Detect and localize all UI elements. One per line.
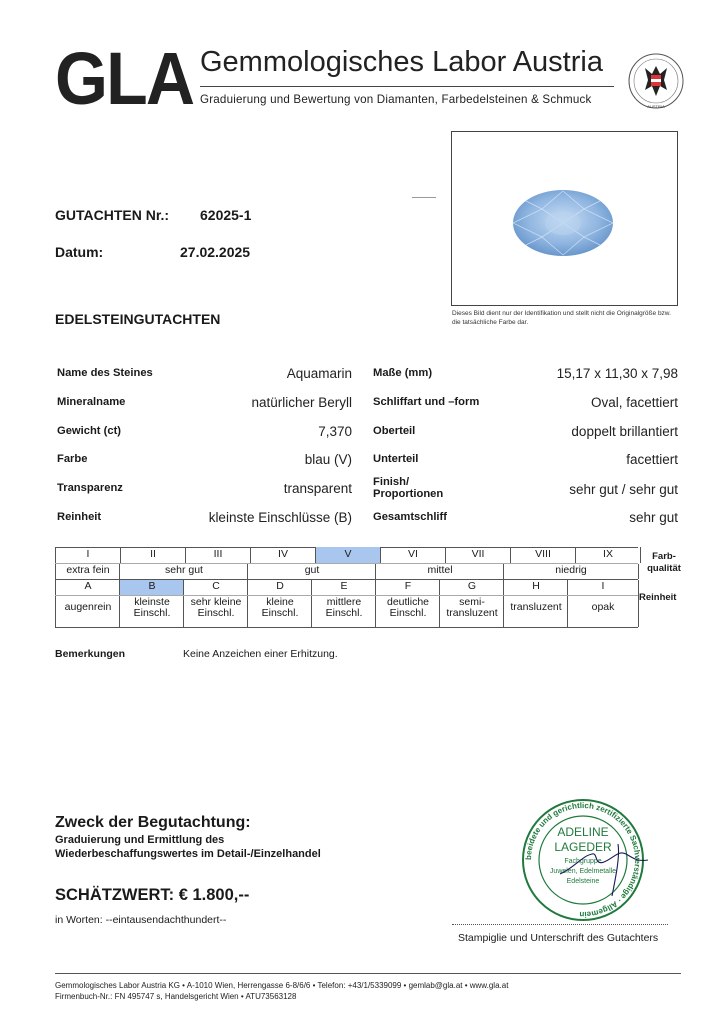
purpose-line: Graduierung und Ermittlung des: [55, 834, 225, 846]
property-row: [57, 366, 352, 395]
clarity-label: Reinheit: [639, 592, 677, 603]
property-row: [373, 476, 678, 510]
color-group-label: gut: [247, 564, 376, 579]
estimate-words: in Worten: --eintausendachthundert--: [55, 914, 227, 926]
report-type-title: EDELSTEINGUTACHTEN: [55, 311, 221, 327]
clarity-grade: E: [340, 580, 348, 592]
property-row: [373, 424, 678, 452]
clarity-grade-scale: [55, 580, 638, 627]
property-label: Maße (mm): [373, 367, 433, 379]
report-date-label: Datum:: [55, 244, 104, 260]
clarity-grade: A: [84, 580, 92, 592]
company-subtitle: Graduierung und Bewertung von Diamanten, Farbedelsteinen & Schmuck: [200, 93, 592, 106]
clarity-column: [247, 580, 312, 627]
austrian-crest-icon: [627, 50, 685, 112]
company-name: Gemmologisches Labor Austria: [200, 46, 603, 78]
property-label: Transparenz: [57, 482, 123, 494]
report-number-label: GUTACHTEN Nr.:: [55, 207, 170, 223]
color-grade-cell: VI: [381, 547, 446, 563]
clarity-grade: G: [467, 580, 477, 592]
clarity-column: [503, 580, 568, 627]
color-group-label: extra fein: [55, 564, 120, 579]
scale-row-divider: [55, 595, 638, 596]
property-label: Oberteil: [373, 425, 416, 437]
property-value: facettiert: [626, 452, 678, 467]
scale-bottom-rule: [55, 627, 638, 628]
clarity-column: [55, 580, 120, 627]
clarity-grade: H: [532, 580, 540, 592]
clarity-description: mittlere Einschl.: [325, 596, 363, 619]
photo-caption: Dieses Bild dient nur der Identifikation und stellt nicht die Originalgröße bzw. die tatsächliche Farbe dar.: [452, 310, 671, 326]
gem-photo-frame: [451, 131, 678, 306]
purpose-line: Wiederbeschaffungswertes im Detail-/Einzelhandel: [55, 848, 321, 860]
property-label: Mineralname: [57, 396, 126, 408]
remarks-value: Keine Anzeichen einer Erhitzung.: [183, 648, 338, 660]
color-grade-cell: IX: [576, 547, 641, 563]
property-value: natürlicher Beryll: [251, 395, 352, 410]
color-group-row: [55, 564, 638, 579]
footer-registry: Firmenbuch-Nr.: FN 495747 s, Handelsgericht Wien • ATU73563128: [55, 992, 297, 1001]
clarity-grade: I: [601, 580, 605, 592]
property-row: [373, 395, 678, 424]
clarity-description: kleine Einschl.: [261, 596, 299, 619]
photo-mark: [412, 197, 436, 198]
signature-caption: Stampiglie und Unterschrift des Gutachters: [458, 932, 659, 944]
property-label: Finish/ Proportionen: [373, 476, 444, 500]
property-label: Gewicht (ct): [57, 425, 122, 437]
footer-rule: [55, 973, 681, 974]
clarity-column: [567, 580, 639, 627]
property-value: blau (V): [304, 452, 352, 467]
clarity-description: sehr kleine Einschl.: [190, 596, 242, 619]
property-row: [57, 481, 352, 510]
clarity-column-selected: [119, 580, 184, 627]
gla-logo: GLA: [55, 37, 194, 120]
property-row: [57, 424, 352, 452]
clarity-column: [439, 580, 504, 627]
color-group-label: sehr gut: [119, 564, 248, 579]
color-group-label: mittel: [375, 564, 504, 579]
purpose-title: Zweck der Begutachtung:: [55, 814, 251, 831]
property-label: Schliffart und –form: [373, 396, 480, 408]
clarity-grade: D: [276, 580, 284, 592]
color-grade-cell: VIII: [511, 547, 576, 563]
properties-right: [373, 366, 678, 539]
header-divider: [200, 86, 614, 87]
remarks-label: Bemerkungen: [55, 648, 126, 660]
clarity-description: kleinste Einschl.: [133, 596, 171, 619]
property-value: kleinste Einschlüsse (B): [208, 510, 352, 525]
aquamarine-gem-image: [512, 189, 614, 257]
report-number-value: 62025-1: [200, 207, 252, 223]
color-grade-cell: I: [56, 547, 121, 563]
property-label: Gesamtschliff: [373, 511, 447, 523]
clarity-column: [311, 580, 376, 627]
stamp-line: Fachgruppe: [564, 858, 602, 865]
property-row: [57, 395, 352, 424]
color-grade-cell-selected: V: [316, 547, 381, 563]
expert-stamp: [508, 796, 658, 924]
clarity-column: [375, 580, 440, 627]
property-value: Aquamarin: [286, 366, 352, 381]
color-grade-cell: III: [186, 547, 251, 563]
property-value: Oval, facettiert: [590, 395, 678, 410]
clarity-grade: C: [212, 580, 220, 592]
clarity-description: deutliche Einschl.: [386, 596, 430, 619]
clarity-grade: F: [404, 580, 412, 592]
color-group-label: niedrig: [503, 564, 639, 579]
stamp-name: ADELINE: [557, 825, 609, 839]
property-value: transparent: [283, 481, 352, 496]
color-quality-label: Farb- qualität: [647, 551, 681, 574]
stamp-ring-text: beeidete und gerichtlich zertifizierte Sachverständige · Allgemein: [523, 800, 643, 920]
property-label: Farbe: [57, 453, 88, 465]
clarity-description: opak: [591, 601, 615, 613]
property-label: Reinheit: [57, 511, 102, 523]
properties-left: [57, 366, 352, 539]
color-grade-cell: II: [121, 547, 186, 563]
color-grade-scale: [55, 547, 641, 563]
property-row: [57, 452, 352, 481]
property-row: [373, 510, 678, 539]
property-value: 15,17 x 11,30 x 7,98: [556, 366, 678, 381]
stamp-line: Edelsteine: [566, 878, 600, 885]
clarity-description: semi- transluzent: [446, 596, 498, 619]
property-value: sehr gut: [629, 510, 678, 525]
property-label: Unterteil: [373, 453, 419, 465]
clarity-grade-selected: B: [120, 580, 184, 595]
color-grade-cell: IV: [251, 547, 316, 563]
stamp-line: Juwelen, Edelmetalle: [549, 868, 617, 875]
clarity-description: augenrein: [64, 601, 112, 613]
clarity-description: transluzent: [510, 601, 562, 613]
property-value: sehr gut / sehr gut: [569, 482, 678, 497]
property-label: Name des Steines: [57, 367, 153, 379]
property-row: [373, 452, 678, 476]
color-grade-cell: VII: [446, 547, 511, 563]
svg-text:AUSTRIA: AUSTRIA: [647, 104, 665, 109]
property-value: 7,370: [318, 424, 352, 439]
property-value: doppelt brillantiert: [571, 424, 678, 439]
estimate-value: SCHÄTZWERT: € 1.800,--: [55, 886, 250, 904]
signature-line: [452, 924, 668, 926]
property-row: [57, 510, 352, 539]
report-date-value: 27.02.2025: [180, 244, 251, 260]
clarity-column: [183, 580, 248, 627]
stamp-surname: LAGEDER: [554, 840, 612, 854]
footer-address: Gemmologisches Labor Austria KG • A-1010 Wien, Herrengasse 6-8/6/6 • Telefon: +43/1/5339099 • gemlab@gla.at • www.gla.at: [55, 981, 509, 990]
property-row: [373, 366, 678, 395]
